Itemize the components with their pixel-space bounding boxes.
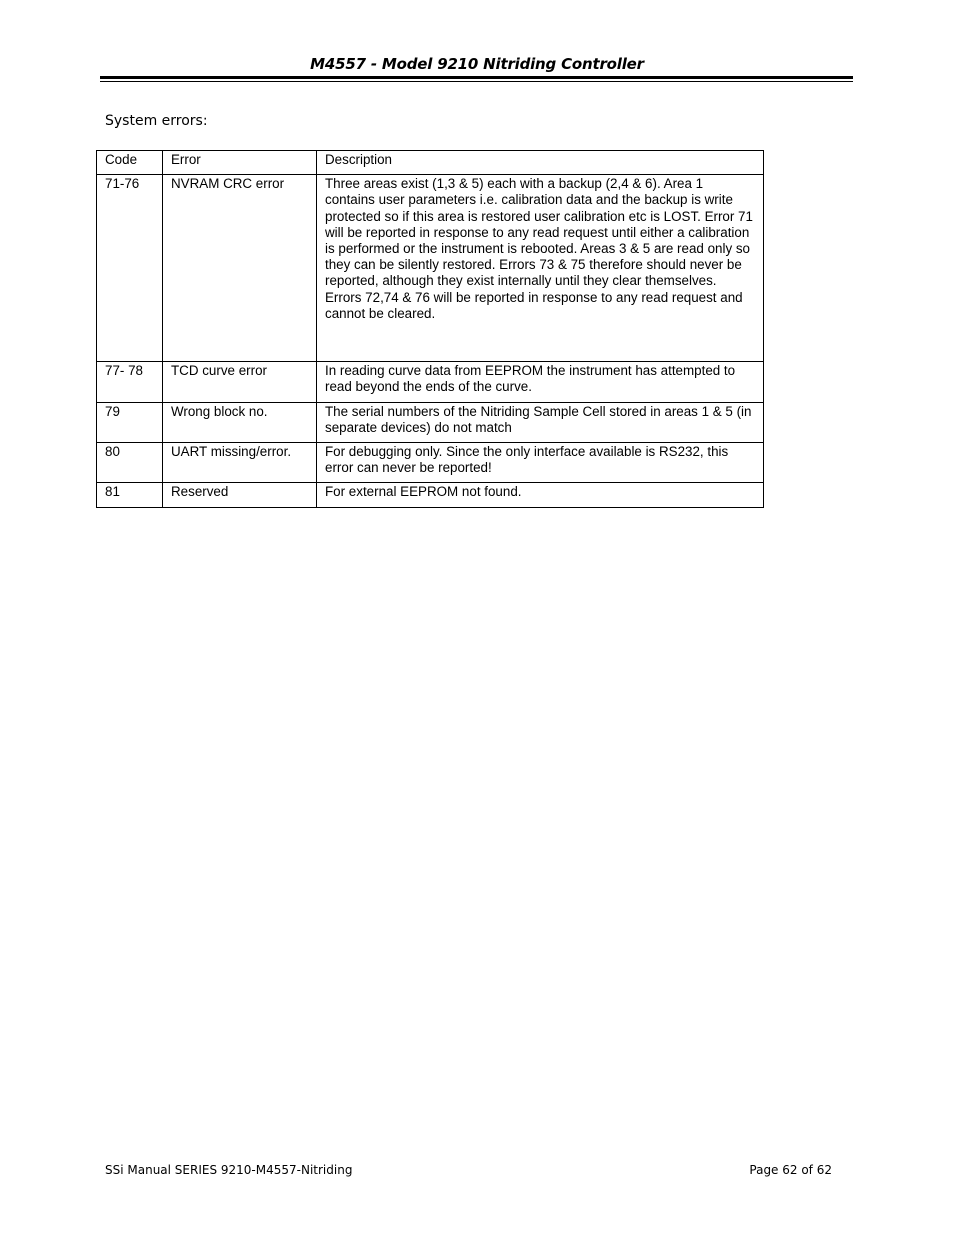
error-code-cell: 71-76 <box>97 175 163 362</box>
table-row <box>97 483 764 507</box>
footer-page-number: Page 62 of 62 <box>749 1163 832 1177</box>
error-name-cell: TCD curve error <box>163 362 317 402</box>
footer-manual-name: SSi Manual SERIES 9210-M4557-Nitriding <box>105 1163 353 1177</box>
error-name-cell: Reserved <box>163 483 317 507</box>
error-description-cell: For external EEPROM not found. <box>317 483 764 507</box>
error-description-cell: Three areas exist (1,3 & 5) each with a backup (2,4 & 6). Area 1 contains user parameters i.e. calibration data and the backup is write protected so if this area is restored user calibration etc is LOST. Error 71 will be reported in response to any read request until either a calibration is performed or the instrument is rebooted. Areas 3 & 5 are read only so they can be silently restored. Errors 73 & 75 therefore should never be reported, although they exist internally until they clear themselves. Errors 72,74 & 76 will be reported in response to any read request and cannot be cleared. <box>317 175 764 362</box>
system-errors-table <box>96 150 764 508</box>
table-row <box>97 443 764 483</box>
section-label: System errors: <box>105 113 208 129</box>
table-row <box>97 402 764 442</box>
error-description-cell: The serial numbers of the Nitriding Sample Cell stored in areas 1 & 5 (in separate devices) do not match <box>317 402 764 442</box>
header-rule-thick <box>100 76 853 79</box>
table-row <box>97 175 764 362</box>
error-name-cell: UART missing/error. <box>163 443 317 483</box>
column-header-code: Code <box>97 151 163 175</box>
table-header-row <box>97 151 764 175</box>
error-description-cell: For debugging only. Since the only interface available is RS232, this error can never be reported! <box>317 443 764 483</box>
error-description-cell: In reading curve data from EEPROM the instrument has attempted to read beyond the ends of the curve. <box>317 362 764 402</box>
table-row <box>97 362 764 402</box>
column-header-error: Error <box>163 151 317 175</box>
header-rule-thin <box>100 81 853 82</box>
error-code-cell: 79 <box>97 402 163 442</box>
error-name-cell: NVRAM CRC error <box>163 175 317 362</box>
error-code-cell: 77- 78 <box>97 362 163 402</box>
column-header-description: Description <box>317 151 764 175</box>
error-code-cell: 80 <box>97 443 163 483</box>
error-code-cell: 81 <box>97 483 163 507</box>
error-name-cell: Wrong block no. <box>163 402 317 442</box>
page-header-title: M4557 - Model 9210 Nitriding Controller <box>310 55 644 73</box>
